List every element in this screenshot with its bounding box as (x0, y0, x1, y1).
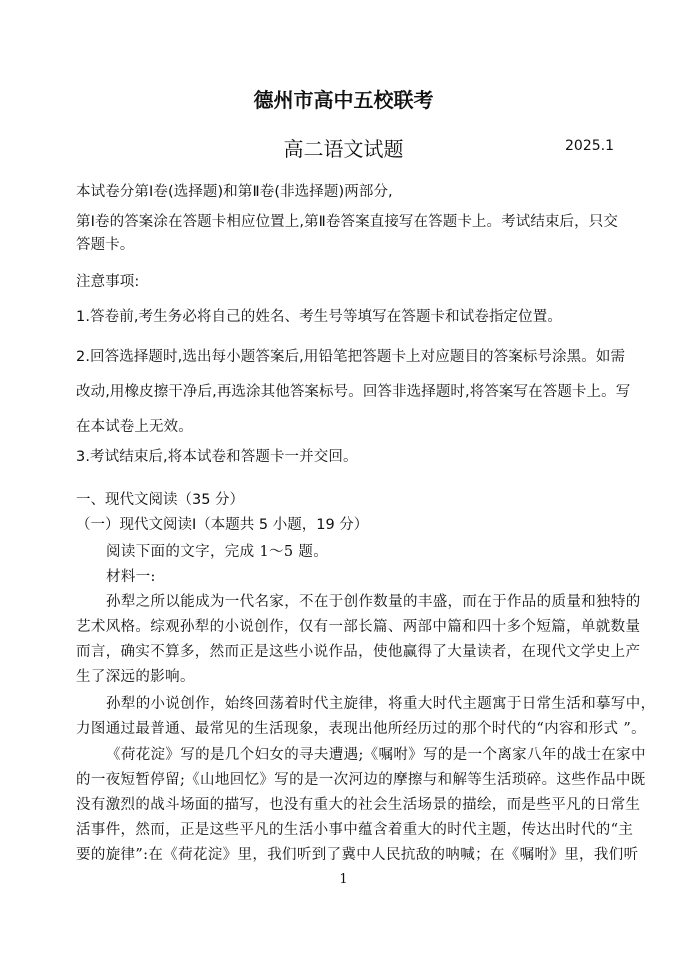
page-number: 1 (339, 872, 348, 887)
notice-item: 1.答卷前,考生务必将自己的姓名、考生号等填写在答题卡和试卷指定位置。 (76, 309, 562, 325)
passage-line: 要的旋律”:在《荷花淀》里，我们听到了冀中人民抗敌的呐喊；在《嘱咐》里，我们听 (76, 847, 639, 863)
passage-line: 活事件，然而，正是这些平凡的生活小事中蕴含着重大的时代主题，传达出时代的“主 (76, 822, 634, 838)
paper-subtitle: 高二语文试题 (283, 137, 404, 161)
passage-line: 孙犁之所以能成为一代名家，不在于创作数量的丰盛，而在于作品的质量和独特的 (106, 594, 641, 610)
reading-direction: 阅读下面的文字，完成 1～5 题。 (106, 544, 329, 560)
notice-item: 改动,用橡皮擦干净后,再选涂其他答案标号。回答非选择题时,将答案写在答题卡上。写 (76, 384, 631, 400)
section-heading: 一、现代文阅读（35 分） (76, 492, 245, 508)
subsection-heading: （一）现代文阅读Ⅰ（本题共 5 小题，19 分） (76, 517, 369, 533)
passage-line: 生了深远的影响。 (76, 669, 195, 685)
instruction-line: 第Ⅰ卷的答案涂在答题卡相应位置上,第Ⅱ卷答案直接写在答题卡上。考试结束后，只交 (76, 214, 618, 230)
notice-item: 3.考试结束后,将本试卷和答题卡一并交回。 (76, 449, 358, 465)
exam-title: 德州市高中五校联考 (253, 88, 434, 112)
passage-line: 没有激烈的战斗场面的描写，也没有重大的社会生活场景的描绘，而是些平凡的日常生 (76, 797, 641, 813)
instruction-line: 本试卷分第Ⅰ卷(选择题)和第Ⅱ卷(非选择题)两部分, (76, 184, 393, 200)
passage-line: 艺术风格。综观孙犁的小说创作，仅有一部长篇、两部中篇和四十多个短篇，单就数量 (76, 619, 641, 635)
passage-line: 《荷花淀》写的是几个妇女的寻夫遭遇;《嘱咐》写的是一个离家八年的战士在家中 (106, 747, 646, 763)
passage-line: 的一夜短暂停留;《山地回忆》写的是一次河边的摩擦与和解等生活琐碎。这些作品中既 (76, 772, 646, 788)
passage-line: 而言，确实不算多，然而正是这些小说作品，使他赢得了大量读者，在现代文学史上产 (76, 644, 641, 660)
instruction-line: 答题卡。 (76, 237, 135, 253)
notice-heading: 注意事项: (76, 274, 140, 290)
material-label: 材料一: (106, 569, 156, 585)
passage-line: 孙犁的小说创作，始终回荡着时代主旋律，将重大时代主题寓于日常生活和摹写中， (106, 696, 656, 712)
notice-item: 在本试卷上无效。 (76, 419, 193, 435)
passage-line: 力图通过最普通、最常见的生活现象，表现出他所经历过的那个时代的“内容和形式 ”。 (76, 721, 646, 737)
exam-date: 2025.1 (565, 138, 614, 154)
notice-item: 2.回答选择题时,选出每小题答案后,用铅笔把答题卡上对应题目的答案标号涂黑。如需 (76, 349, 626, 365)
